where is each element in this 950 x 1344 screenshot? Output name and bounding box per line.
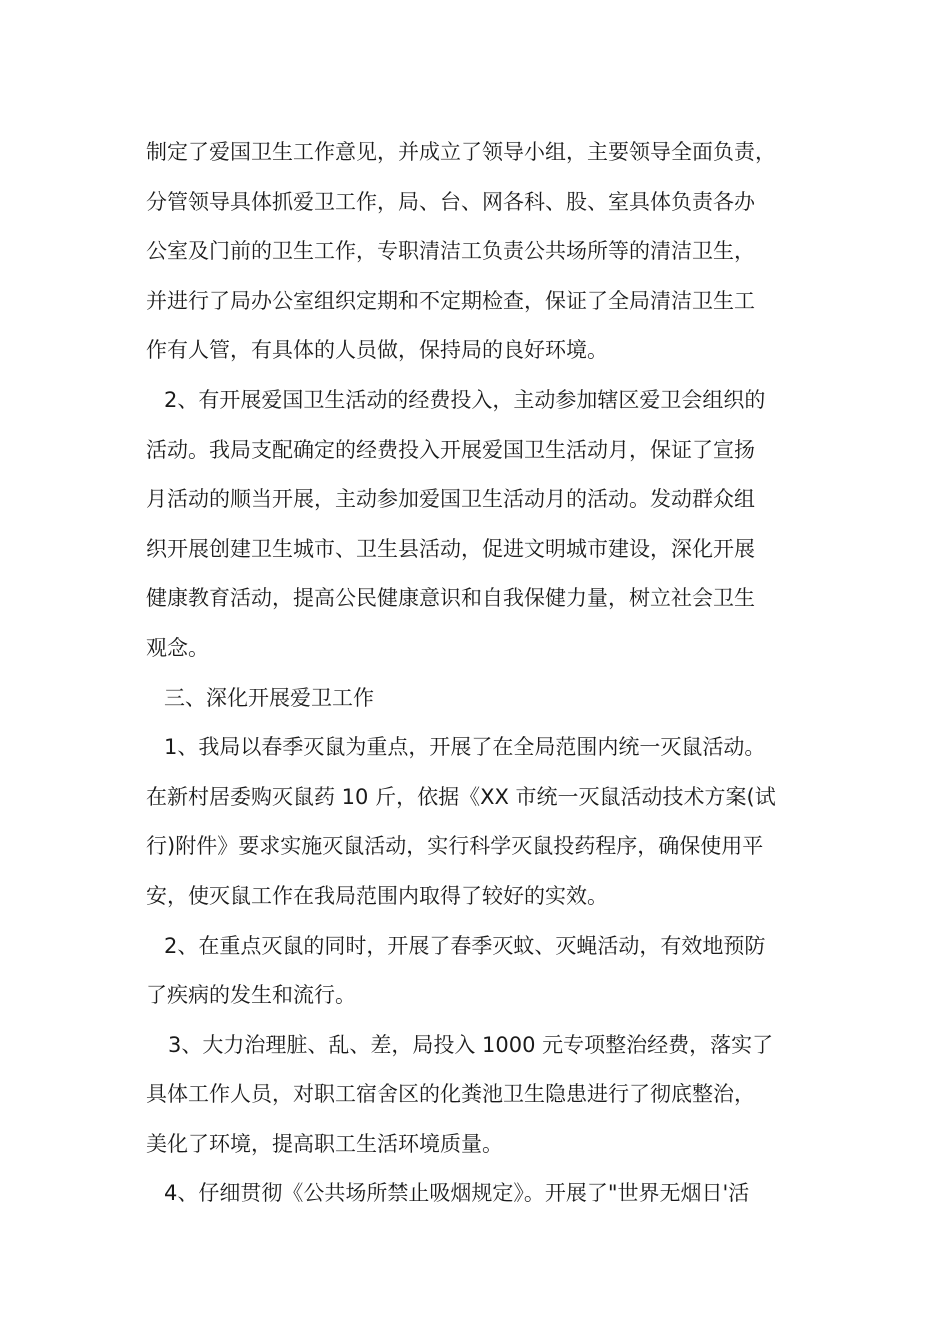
document-body [146,128,816,1219]
text-line: 分管领导具体抓爱卫工作，局、台、网各科、股、室具体负责各办 [146,189,755,214]
text-line: 具体工作人员，对职工宿舍区的化粪池卫生隐患进行了彻底整治， [146,1082,755,1107]
text-line: 公室及门前的卫生工作，专职清洁工负责公共场所等的清洁卫生， [146,239,755,264]
text-line: 1、我局以春季灭鼠为重点，开展了在全局范围内统一灭鼠活动。 [164,735,766,760]
text-line: 作有人管，有具体的人员做，保持局的良好环境。 [146,338,608,363]
text-line: 并进行了局办公室组织定期和不定期检查，保证了全局清洁卫生工 [146,288,755,313]
text-line: 美化了环境，提高职工生活环境质量。 [146,1131,503,1156]
text-line: 观念。 [146,635,209,660]
text-line: 2、有开展爱国卫生活动的经费投入，主动参加辖区爱卫会组织的 [164,387,766,412]
text-line: 了疾病的发生和流行。 [146,983,356,1008]
text-line: 安，使灭鼠工作在我局范围内取得了较好的实效。 [146,883,608,908]
text-line: 制定了爱国卫生工作意见，并成立了领导小组，主要领导全面负责， [146,140,776,164]
text-line: 月活动的顺当开展，主动参加爱国卫生活动月的活动。发动群众组 [146,487,755,512]
text-line: 行)附件》要求实施灭鼠活动，实行科学灭鼠投药程序，确保使用平 [146,834,764,859]
text-line: 2、在重点灭鼠的同时，开展了春季灭蚊、灭蝇活动，有效地预防 [164,933,766,958]
text-line: 健康教育活动，提高公民健康意识和自我保健力量，树立社会卫生 [146,586,755,611]
text-line: 织开展创建卫生城市、卫生县活动，促进文明城市建设，深化开展 [146,536,755,561]
section-heading: 三、深化开展爱卫工作 [164,685,374,710]
text-line: 3、大力治理脏、乱、差，局投入 1000 元专项整治经费，落实了 [168,1032,774,1057]
text-line: 4、仔细贯彻《公共场所禁止吸烟规定》。开展了"世界无烟日'活 [164,1181,750,1206]
text-line: 在新村居委购灭鼠药 10 斤，依据《XX 市统一灭鼠活动技术方案(试 [146,784,776,809]
text-line: 活动。我局支配确定的经费投入开展爱国卫生活动月，保证了宣扬 [146,437,755,462]
